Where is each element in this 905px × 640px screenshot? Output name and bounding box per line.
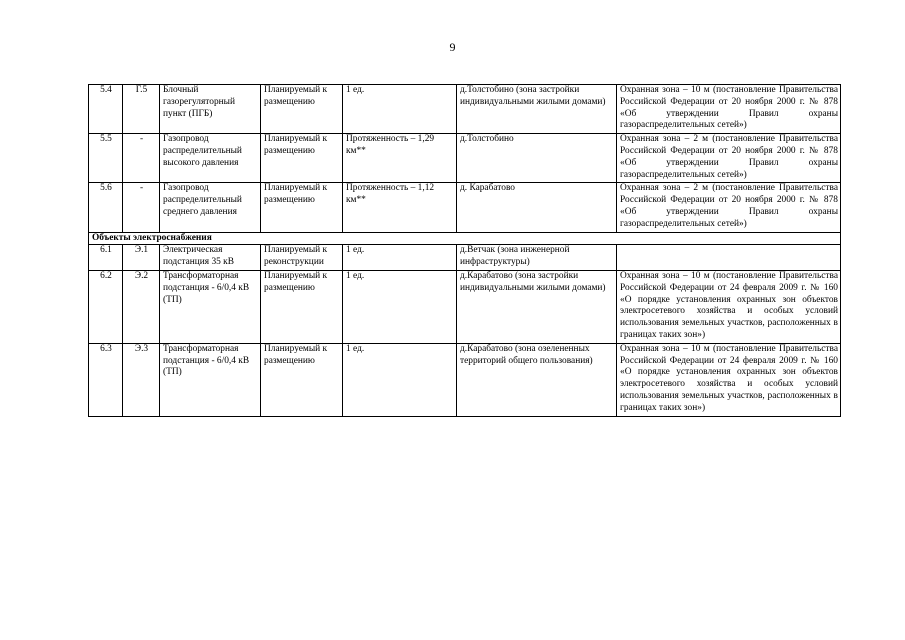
object-location: д.Толстобино (зона застройки индивидуальными жилыми домами) [457,85,617,134]
object-status: Планируемый к размещению [261,343,343,416]
protection-zone: Охранная зона – 2 м (постановление Правительства Российской Федерации от 20 ноября 2000 г. № 878 «Об утверждении Правил охраны газораспределительных сетей») [617,134,841,183]
protection-zone: Охранная зона – 2 м (постановление Правительства Российской Федерации от 20 ноября 2000 г. № 878 «Об утверждении Правил охраны газораспределительных сетей») [617,183,841,232]
object-status: Планируемый к реконструкции [261,245,343,271]
row-number: 6.3 [89,343,123,416]
section-title: Объекты электроснабжения [89,232,841,245]
object-parameter: 1 ед. [343,85,457,134]
table-row [89,134,841,183]
table-row [89,270,841,343]
row-number: 6.1 [89,245,123,271]
object-status: Планируемый к размещению [261,134,343,183]
object-status: Планируемый к размещению [261,183,343,232]
table-row [89,245,841,271]
protection-zone [617,245,841,271]
object-parameter: 1 ед. [343,343,457,416]
object-status: Планируемый к размещению [261,270,343,343]
protection-zone: Охранная зона – 10 м (постановление Правительства Российской Федерации от 24 февраля 2009 г. № 160 «О порядке установления охранных зон объектов электросетевого хозяйства и особых условий использования земельных участков, расположенных в границах таких зон») [617,343,841,416]
object-location: д.Карабатово (зона озелененных территорий общего пользования) [457,343,617,416]
row-number: 5.6 [89,183,123,232]
object-location: д.Карабатово (зона застройки индивидуальными жилыми домами) [457,270,617,343]
object-name: Трансформаторная подстанция - 6/0,4 кВ (ТП) [160,270,261,343]
page-number: 9 [449,40,456,54]
protection-zone: Охранная зона – 10 м (постановление Правительства Российской Федерации от 20 ноября 2000 г. № 878 «Об утверждении Правил охраны газораспределительных сетей») [617,85,841,134]
table-row [89,343,841,416]
object-code: - [123,134,160,183]
object-name: Газопровод распределительный высокого давления [160,134,261,183]
row-number: 5.4 [89,85,123,134]
object-code: Э.1 [123,245,160,271]
object-status: Планируемый к размещению [261,85,343,134]
object-location: д.Ветчак (зона инженерной инфраструктуры) [457,245,617,271]
object-name: Газопровод распределительный среднего давления [160,183,261,232]
row-number: 5.5 [89,134,123,183]
object-parameter: 1 ед. [343,270,457,343]
object-name: Электрическая подстанция 35 кВ [160,245,261,271]
object-code: Э.3 [123,343,160,416]
objects-table [88,84,841,417]
object-location: д.Толстобино [457,134,617,183]
table-row [89,85,841,134]
section-header-row [89,232,841,245]
object-location: д. Карабатово [457,183,617,232]
row-number: 6.2 [89,270,123,343]
object-parameter: Протяженность – 1,29 км** [343,134,457,183]
object-parameter: 1 ед. [343,245,457,271]
object-name: Блочный газорегуляторный пункт (ПГБ) [160,85,261,134]
object-name: Трансформаторная подстанция - 6/0,4 кВ (ТП) [160,343,261,416]
object-code: Г.5 [123,85,160,134]
table-row [89,183,841,232]
object-parameter: Протяженность – 1,12 км** [343,183,457,232]
object-code: Э.2 [123,270,160,343]
protection-zone: Охранная зона – 10 м (постановление Правительства Российской Федерации от 24 февраля 2009 г. № 160 «О порядке установления охранных зон объектов электросетевого хозяйства и особых условий использования земельных участков, расположенных в границах таких зон») [617,270,841,343]
object-code: - [123,183,160,232]
